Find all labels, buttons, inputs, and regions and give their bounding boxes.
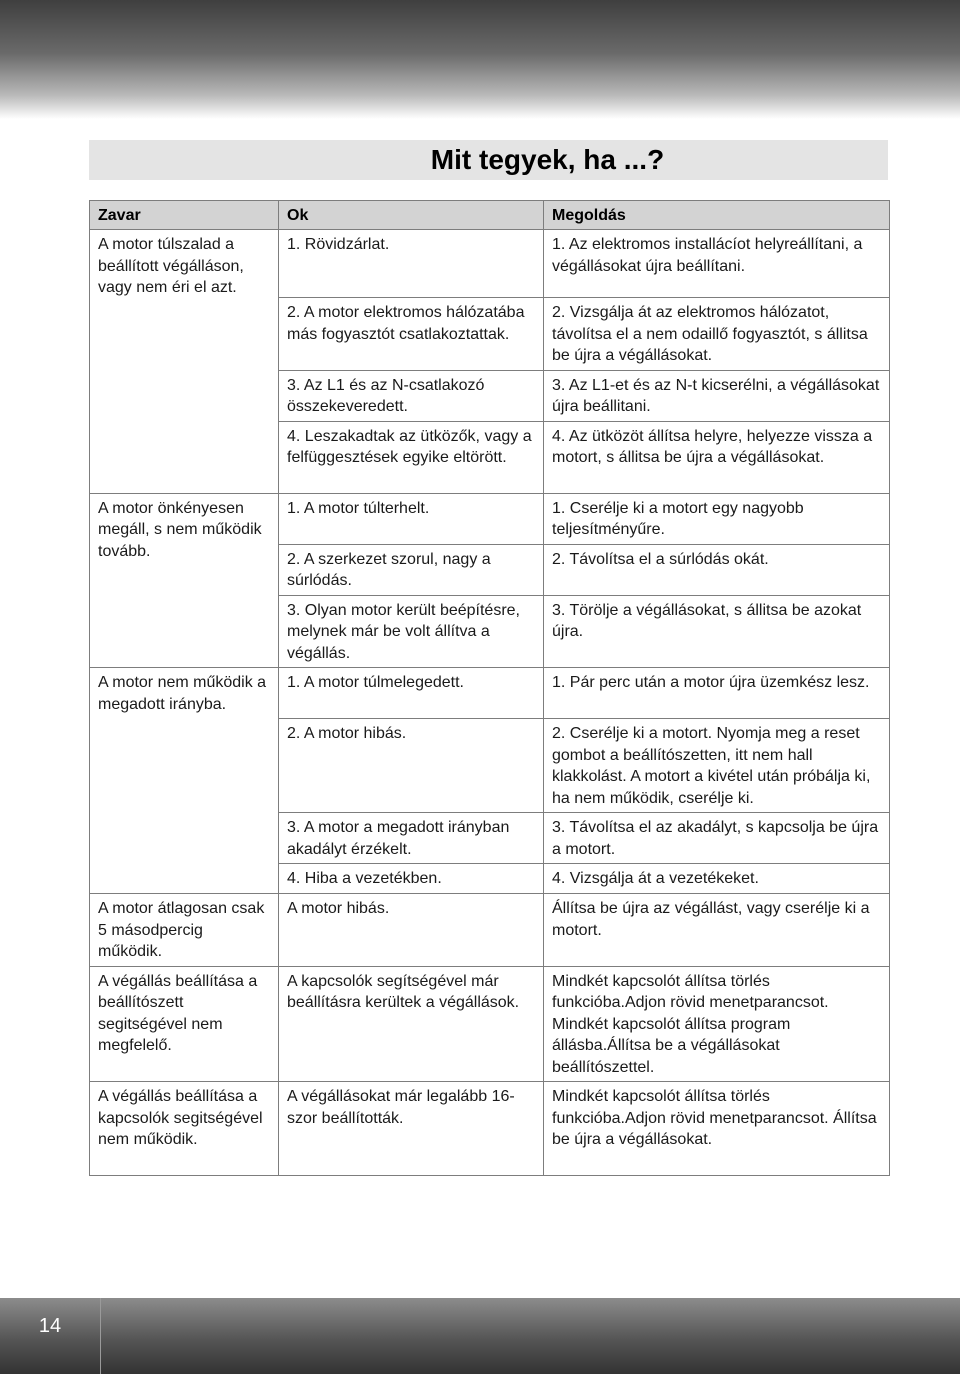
page-number-divider [100,1298,101,1374]
cause-cell: 4. Leszakadtak az ütközők, vagy a felfüggesztések egyike eltörött. [279,421,544,493]
symptom-cell: A motor átlagosan csak 5 másodpercig működik. [90,894,279,967]
table-row [90,894,890,967]
symptom-cell: A motor nem működik a megadott irányba. [90,668,279,894]
cause-cell: 2. A motor elektromos hálózatába más fogyasztót csatlakoztattak. [279,298,544,371]
solution-cell: 3. Távolítsa el az akadályt, s kapcsolja be újra a motort. [544,813,890,864]
solution-cell: 1. Cserélje ki a motort egy nagyobb teljesítményűre. [544,493,890,544]
top-decorative-band [0,0,960,119]
solution-cell: 2. Cserélje ki a motort. Nyomja meg a reset gombot a beállítószetten, itt nem hall klakkolást. A motort a kivétel után próbálja ki, ha nem működik, cserélje ki. [544,719,890,813]
cause-cell: 2. A motor hibás. [279,719,544,813]
cause-cell: 4. Hiba a vezetékben. [279,864,544,894]
symptom-cell: A motor túlszalad a beállított végálláson, vagy nem éri el azt. [90,230,279,494]
table-row [90,1082,890,1176]
cause-cell: 1. A motor túlterhelt. [279,493,544,544]
symptom-cell: A végállás beállítása a beállítószett segitségével nem megfelelő. [90,966,279,1082]
troubleshooting-table [89,200,890,1176]
cause-cell: A motor hibás. [279,894,544,967]
table-row [90,493,890,544]
solution-cell: 3. Az L1-et és az N-t kicserélni, a végállásokat újra beállitani. [544,370,890,421]
table-row [90,966,890,1082]
solution-cell: 3. Törölje a végállásokat, s állitsa be azokat újra. [544,595,890,668]
symptom-cell: A motor önkényesen megáll, s nem működik tovább. [90,493,279,668]
header-zavar: Zavar [90,201,279,230]
solution-cell: 2. Távolítsa el a súrlódás okát. [544,544,890,595]
cause-cell: 1. Rövidzárlat. [279,230,544,298]
solution-cell: Mindkét kapcsolót állítsa törlés funkcióba.Adjon rövid menetparancsot. Mindkét kapcsolót állítsa program állásba.Állítsa be a végállásokat beállítószettel. [544,966,890,1082]
solution-cell: 1. Pár perc után a motor újra üzemkész lesz. [544,668,890,719]
solution-cell: 4. Vizsgálja át a vezetékeket. [544,864,890,894]
table-row [90,230,890,298]
solution-cell: 2. Vizsgálja át az elektromos hálózatot, távolítsa el a nem odaillő fogyasztót, s állitsa be újra a végállásokat. [544,298,890,371]
cause-cell: A végállásokat már legalább 16-szor beállították. [279,1082,544,1176]
solution-cell: Mindkét kapcsolót állítsa törlés funkcióba.Adjon rövid menetparancsot. Állítsa be újra a végállásokat. [544,1082,890,1176]
solution-cell: 4. Az ütközöt állítsa helyre, helyezze vissza a motort, s állitsa be újra a végállásokat. [544,421,890,493]
cause-cell: 2. A szerkezet szorul, nagy a súrlódás. [279,544,544,595]
solution-cell: Állítsa be újra az végállást, vagy cserélje ki a motort. [544,894,890,967]
symptom-cell: A végállás beállítása a kapcsolók segitségével nem működik. [90,1082,279,1176]
header-ok: Ok [279,201,544,230]
page-number: 14 [38,1315,62,1337]
table-header-row [90,201,890,230]
page-title: Mit tegyek, ha ...? [430,144,665,175]
cause-cell: 3. Az L1 és az N-csatlakozó összekeveredett. [279,370,544,421]
cause-cell: 3. Olyan motor került beépítésre, melynek már be volt állítva a végállás. [279,595,544,668]
cause-cell: A kapcsolók segítségével már beállításra kerültek a végállások. [279,966,544,1082]
bottom-decorative-band [0,1298,960,1374]
header-megoldas: Megoldás [544,201,890,230]
solution-cell: 1. Az elektromos installácíot helyreállítani, a végállásokat újra beállítani. [544,230,890,298]
table-row [90,668,890,719]
cause-cell: 3. A motor a megadott irányban akadályt érzékelt. [279,813,544,864]
cause-cell: 1. A motor túlmelegedett. [279,668,544,719]
